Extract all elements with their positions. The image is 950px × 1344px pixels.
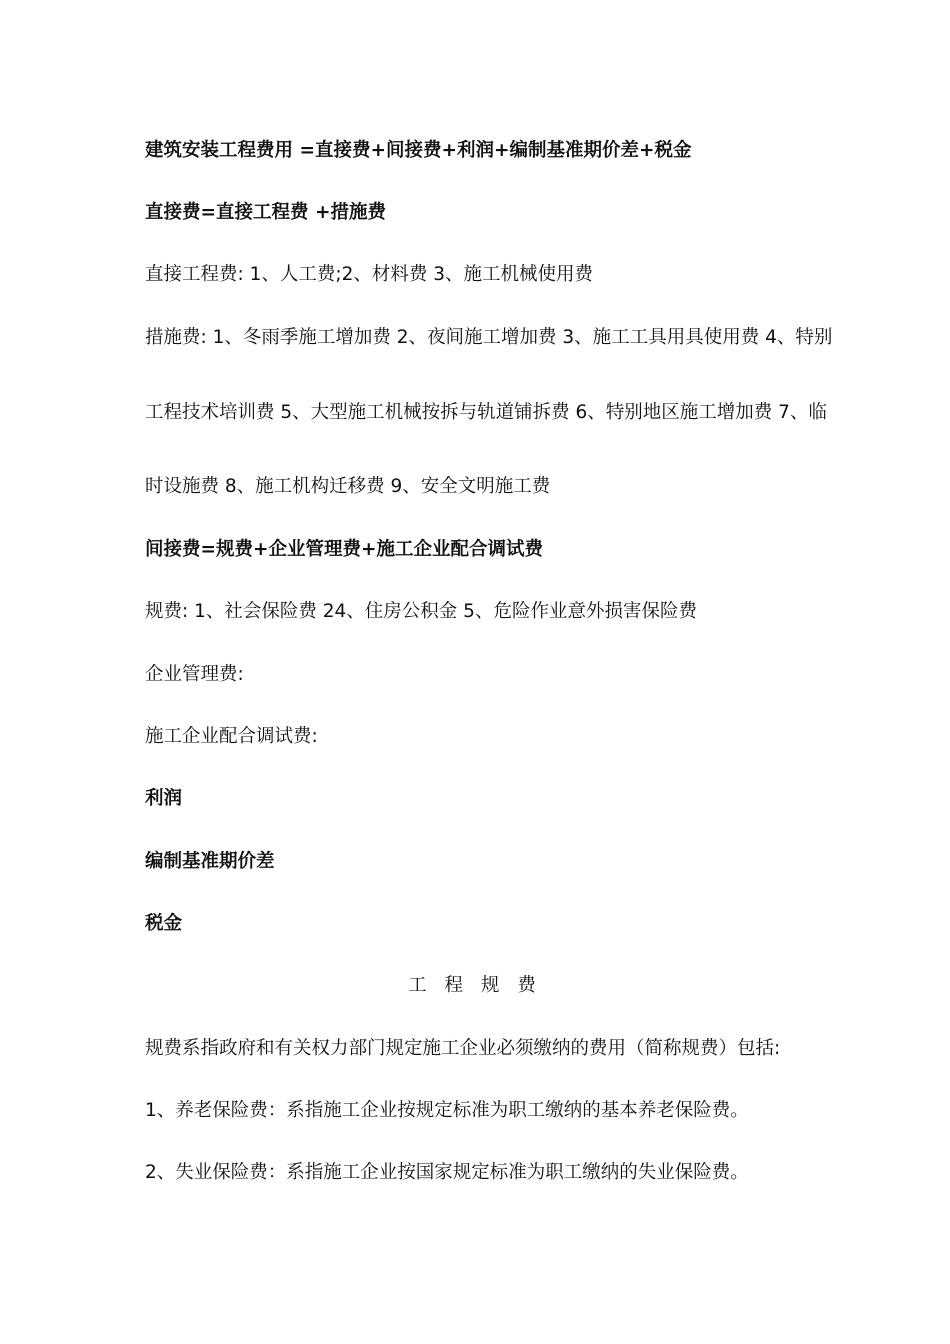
fees-line: 规费: 1、社会保险费 24、住房公积金 5、危险作业意外损害保险费 xyxy=(145,601,697,622)
profit-heading: 利润 xyxy=(145,788,183,809)
measure-cost-line-3: 时设施费 8、施工机构迁移费 9、安全文明施工费 xyxy=(145,476,551,497)
section-title: 工 程 规 费 xyxy=(408,975,542,996)
commissioning-fee: 施工企业配合调试费: xyxy=(145,726,318,747)
enterprise-management-fee: 企业管理费: xyxy=(145,664,244,685)
price-difference-heading: 编制基准期价差 xyxy=(145,851,275,872)
measure-cost-line-1: 措施费: 1、冬雨季施工增加费 2、夜间施工增加费 3、施工工具用具使用费 4、特别 xyxy=(145,327,833,348)
tax-heading: 税金 xyxy=(145,913,183,934)
indirect-cost-heading: 间接费=规费+企业管理费+施工企业配合调试费 xyxy=(145,539,544,560)
direct-cost-heading: 直接费=直接工程费 +措施费 xyxy=(145,202,386,223)
measure-cost-line-2: 工程技术培训费 5、大型施工机械按拆与轨道铺拆费 6、特别地区施工增加费 7、临 xyxy=(145,402,827,423)
list-item-1: 1、养老保险费：系指施工企业按规定标准为职工缴纳的基本养老保险费。 xyxy=(145,1100,749,1121)
definition-paragraph: 规费系指政府和有关权力部门规定施工企业必须缴纳的费用（简称规费）包括: xyxy=(145,1038,781,1059)
list-item-2: 2、失业保险费：系指施工企业按国家规定标准为职工缴纳的失业保险费。 xyxy=(145,1162,749,1183)
direct-engineering-cost: 直接工程费: 1、人工费;2、材料费 3、施工机械使用费 xyxy=(145,264,594,285)
formula-main: 建筑安装工程费用 =直接费+间接费+利润+编制基准期价差+税金 xyxy=(145,140,692,161)
